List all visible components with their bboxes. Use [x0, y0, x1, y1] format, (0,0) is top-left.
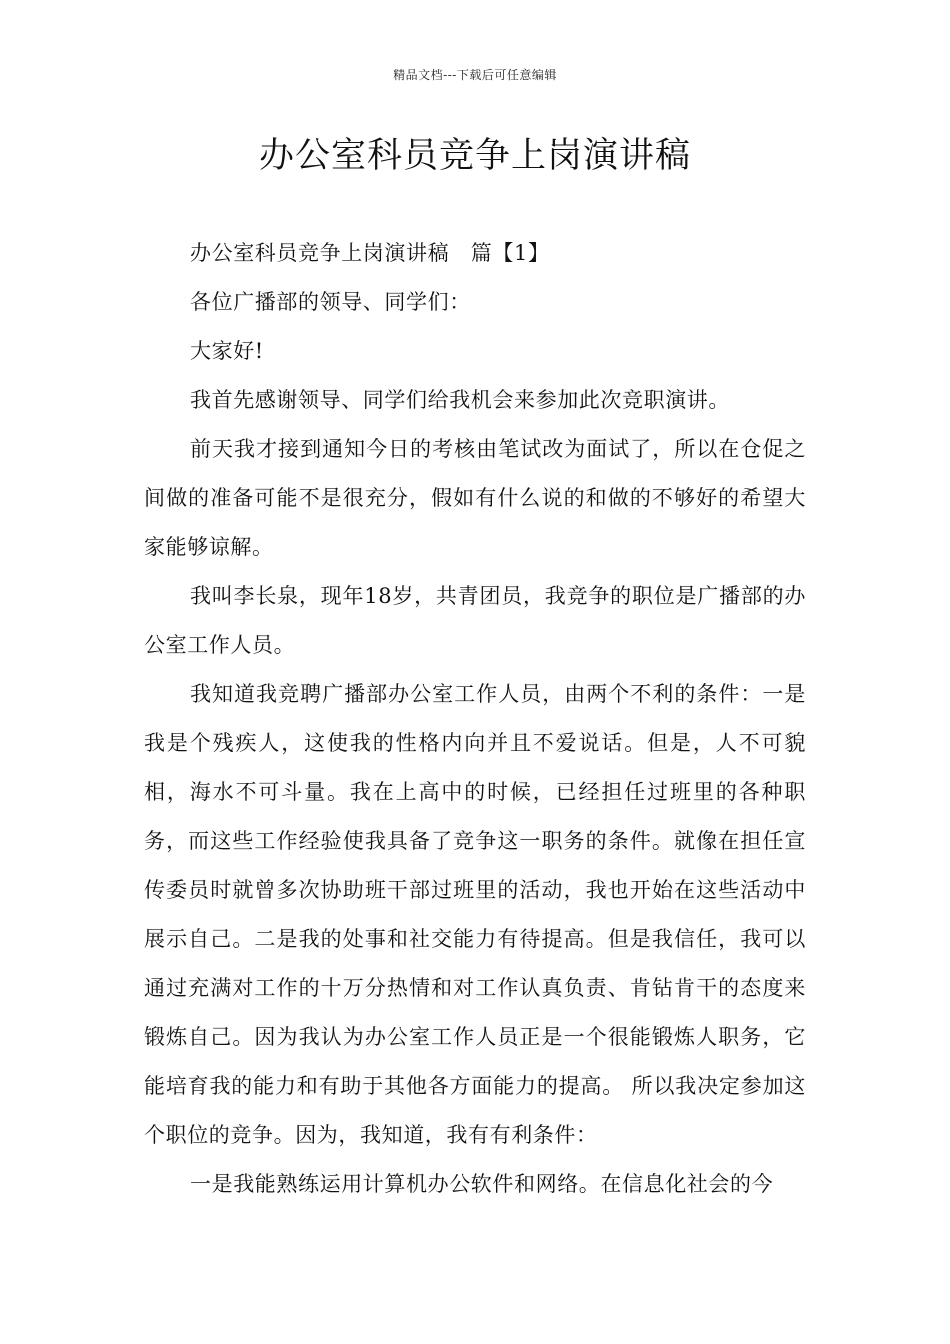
paragraph: 我知道我竞聘广播部办公室工作人员，由两个不利的条件：一是我是个残疾人，这使我的性格内向并且不爱说话。但是，人不可貌相，海水不可斗量。我在上高中的时候，已经担任过班里的各种职务，而这些工作经验使我具备了竞争这一职务的条件。就像在担任宣传委员时就曾多次协助班干部过班里的活动，我也开始在这些活动中展示自己。二是我的处事和社交能力有待提高。但是我信任，我可以通过充满对工作的十万分热情和对工作认真负责、肯钻肯干的态度来锻炼自己。因为我认为办公室工作人员正是一个很能锻炼人职务，它能培育我的能力和有助于其他各方面能力的提高。 所以我决定参加这个职位的竞争。因为，我知道，我有有利条件：	[144, 682, 806, 1147]
paragraph: 我首先感谢领导、同学们给我机会来参加此次竞职演讲。	[190, 388, 730, 412]
salutation: 各位广播部的领导、同学们：	[190, 290, 471, 314]
paragraph: 前天我才接到通知今日的考核由笔试改为面试了，所以在仓促之间做的准备可能不是很充分，假如有什么说的和做的不够好的希望大家能够谅解。	[144, 437, 806, 559]
section-heading: 办公室科员竞争上岗演讲稿 篇【1】	[190, 241, 550, 265]
document-body	[144, 229, 806, 1209]
document-title: 办公室科员竞争上岗演讲稿	[258, 136, 691, 176]
paragraph: 一是我能熟练运用计算机办公软件和网络。在信息化社会的今	[190, 1172, 774, 1196]
header-note: 精品文档---下载后可任意编辑	[393, 68, 557, 82]
greeting: 大家好!	[190, 339, 264, 363]
paragraph: 我叫李长泉，现年18岁，共青团员，我竞争的职位是广播部的办公室工作人员。	[144, 584, 806, 657]
